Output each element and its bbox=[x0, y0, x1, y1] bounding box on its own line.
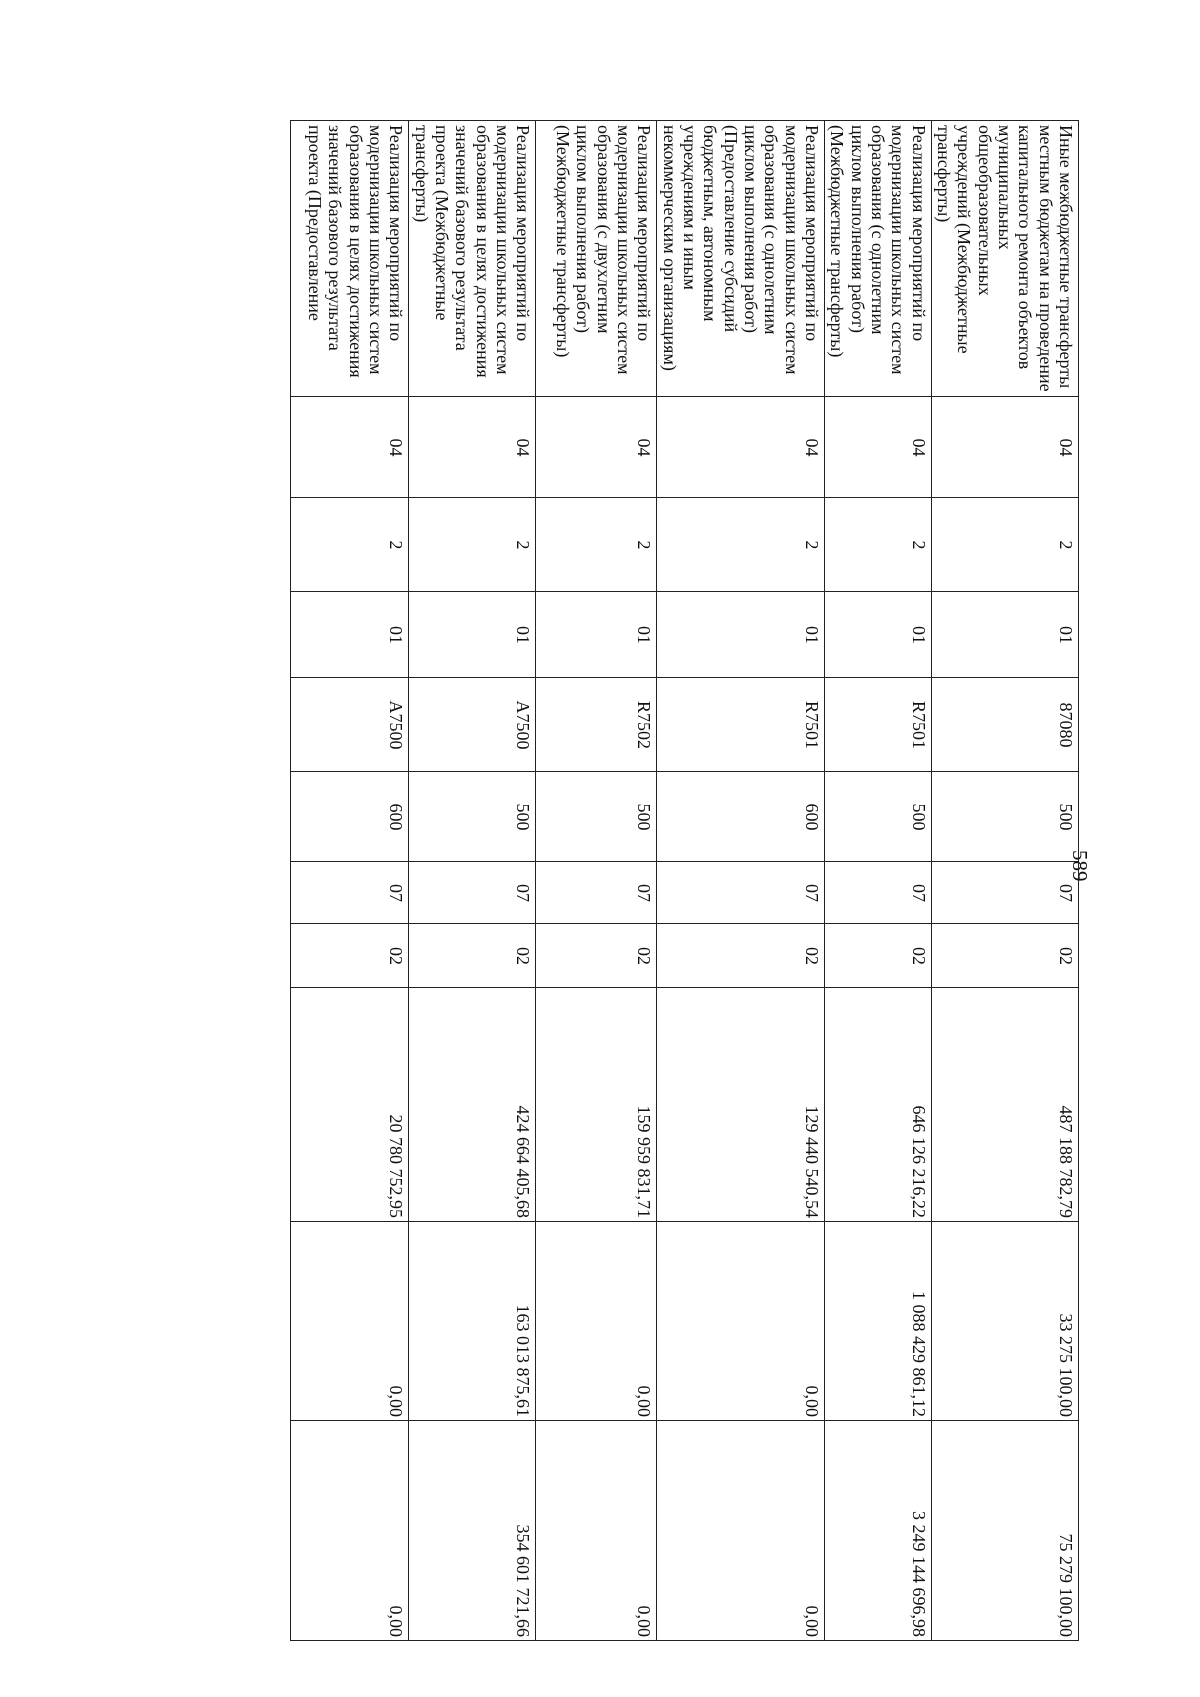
amount-year-2: 0,00 bbox=[536, 1222, 657, 1421]
table-row bbox=[657, 121, 825, 1641]
code-event: 01 bbox=[825, 592, 932, 678]
amount-year-3: 75 279 100,00 bbox=[931, 1421, 1078, 1641]
row-name: Реализация мероприятий по модернизации школьных систем образования (с двухлетним циклом выполнения работ) (Межбюджетные трансферты) bbox=[536, 121, 657, 397]
code-event: 01 bbox=[931, 592, 1078, 678]
code-event: 01 bbox=[657, 592, 825, 678]
amount-year-3: 0,00 bbox=[291, 1421, 409, 1641]
code-subprogram: 2 bbox=[657, 498, 825, 592]
code-direction: А7500 bbox=[409, 678, 536, 772]
budget-table-container bbox=[290, 120, 1079, 1641]
code-main-manager: 04 bbox=[657, 397, 825, 498]
amount-year-1: 424 664 405,68 bbox=[409, 988, 536, 1222]
code-section: 07 bbox=[931, 862, 1078, 924]
row-name: Реализация мероприятий по модернизации школьных систем образования (с однолетним циклом выполнения работ) (Межбюджетные трансферты) bbox=[825, 121, 932, 397]
code-direction: А7500 bbox=[291, 678, 409, 772]
amount-year-2: 1 088 429 861,12 bbox=[825, 1222, 932, 1421]
code-expense-type: 500 bbox=[536, 772, 657, 862]
amount-year-2: 0,00 bbox=[657, 1222, 825, 1421]
code-main-manager: 04 bbox=[536, 397, 657, 498]
code-event: 01 bbox=[409, 592, 536, 678]
table-row bbox=[931, 121, 1078, 1641]
code-main-manager: 04 bbox=[825, 397, 932, 498]
page-number: 589 bbox=[1068, 850, 1092, 882]
code-direction: R7502 bbox=[536, 678, 657, 772]
code-section: 07 bbox=[409, 862, 536, 924]
code-main-manager: 04 bbox=[291, 397, 409, 498]
amount-year-3: 0,00 bbox=[657, 1421, 825, 1641]
code-subprogram: 2 bbox=[409, 498, 536, 592]
code-event: 01 bbox=[536, 592, 657, 678]
code-section: 07 bbox=[291, 862, 409, 924]
code-expense-type: 500 bbox=[825, 772, 932, 862]
code-subprogram: 2 bbox=[291, 498, 409, 592]
code-expense-type: 500 bbox=[409, 772, 536, 862]
amount-year-1: 129 440 540,54 bbox=[657, 988, 825, 1222]
code-direction: 87080 bbox=[931, 678, 1078, 772]
table-row bbox=[825, 121, 932, 1641]
amount-year-3: 3 249 144 696,98 bbox=[825, 1421, 932, 1641]
amount-year-2: 0,00 bbox=[291, 1222, 409, 1421]
row-name: Реализация мероприятий по модернизации школьных систем образования (с однолетним циклом выполнения работ) (Предоставление субсидий бюджетным, автономным учреждениям и иным некоммерческим организациям) bbox=[657, 121, 825, 397]
code-expense-type: 600 bbox=[657, 772, 825, 862]
amount-year-1: 646 126 216,22 bbox=[825, 988, 932, 1222]
code-main-manager: 04 bbox=[409, 397, 536, 498]
code-subsection: 02 bbox=[931, 924, 1078, 988]
budget-table bbox=[290, 120, 1079, 1641]
code-subsection: 02 bbox=[536, 924, 657, 988]
code-subprogram: 2 bbox=[825, 498, 932, 592]
row-name: Реализация мероприятий по модернизации школьных систем образования в целях достижения значений базового результата проекта (Предоставление bbox=[291, 121, 409, 397]
code-event: 01 bbox=[291, 592, 409, 678]
code-subsection: 02 bbox=[291, 924, 409, 988]
amount-year-2: 33 275 100,00 bbox=[931, 1222, 1078, 1421]
code-main-manager: 04 bbox=[931, 397, 1078, 498]
table-row bbox=[409, 121, 536, 1641]
code-subprogram: 2 bbox=[536, 498, 657, 592]
amount-year-1: 487 188 782,79 bbox=[931, 988, 1078, 1222]
row-name: Иные межбюджетные трансферты местным бюджетам на проведение капитального ремонта объектов муниципальных общеобразовательных учреждений (Межбюджетные трансферты) bbox=[931, 121, 1078, 397]
code-section: 07 bbox=[825, 862, 932, 924]
code-direction: R7501 bbox=[825, 678, 932, 772]
amount-year-2: 163 013 875,61 bbox=[409, 1222, 536, 1421]
amount-year-1: 159 959 831,71 bbox=[536, 988, 657, 1222]
code-section: 07 bbox=[536, 862, 657, 924]
code-expense-type: 500 bbox=[931, 772, 1078, 862]
amount-year-1: 20 780 752,95 bbox=[291, 988, 409, 1222]
code-subsection: 02 bbox=[657, 924, 825, 988]
row-name: Реализация мероприятий по модернизации школьных систем образования в целях достижения значений базового результата проекта (Межбюджетные трансферты) bbox=[409, 121, 536, 397]
table-row bbox=[291, 121, 409, 1641]
table-row bbox=[536, 121, 657, 1641]
code-subsection: 02 bbox=[825, 924, 932, 988]
code-expense-type: 600 bbox=[291, 772, 409, 862]
amount-year-3: 0,00 bbox=[536, 1421, 657, 1641]
code-subsection: 02 bbox=[409, 924, 536, 988]
code-subprogram: 2 bbox=[931, 498, 1078, 592]
code-section: 07 bbox=[657, 862, 825, 924]
code-direction: R7501 bbox=[657, 678, 825, 772]
amount-year-3: 354 601 721,66 bbox=[409, 1421, 536, 1641]
